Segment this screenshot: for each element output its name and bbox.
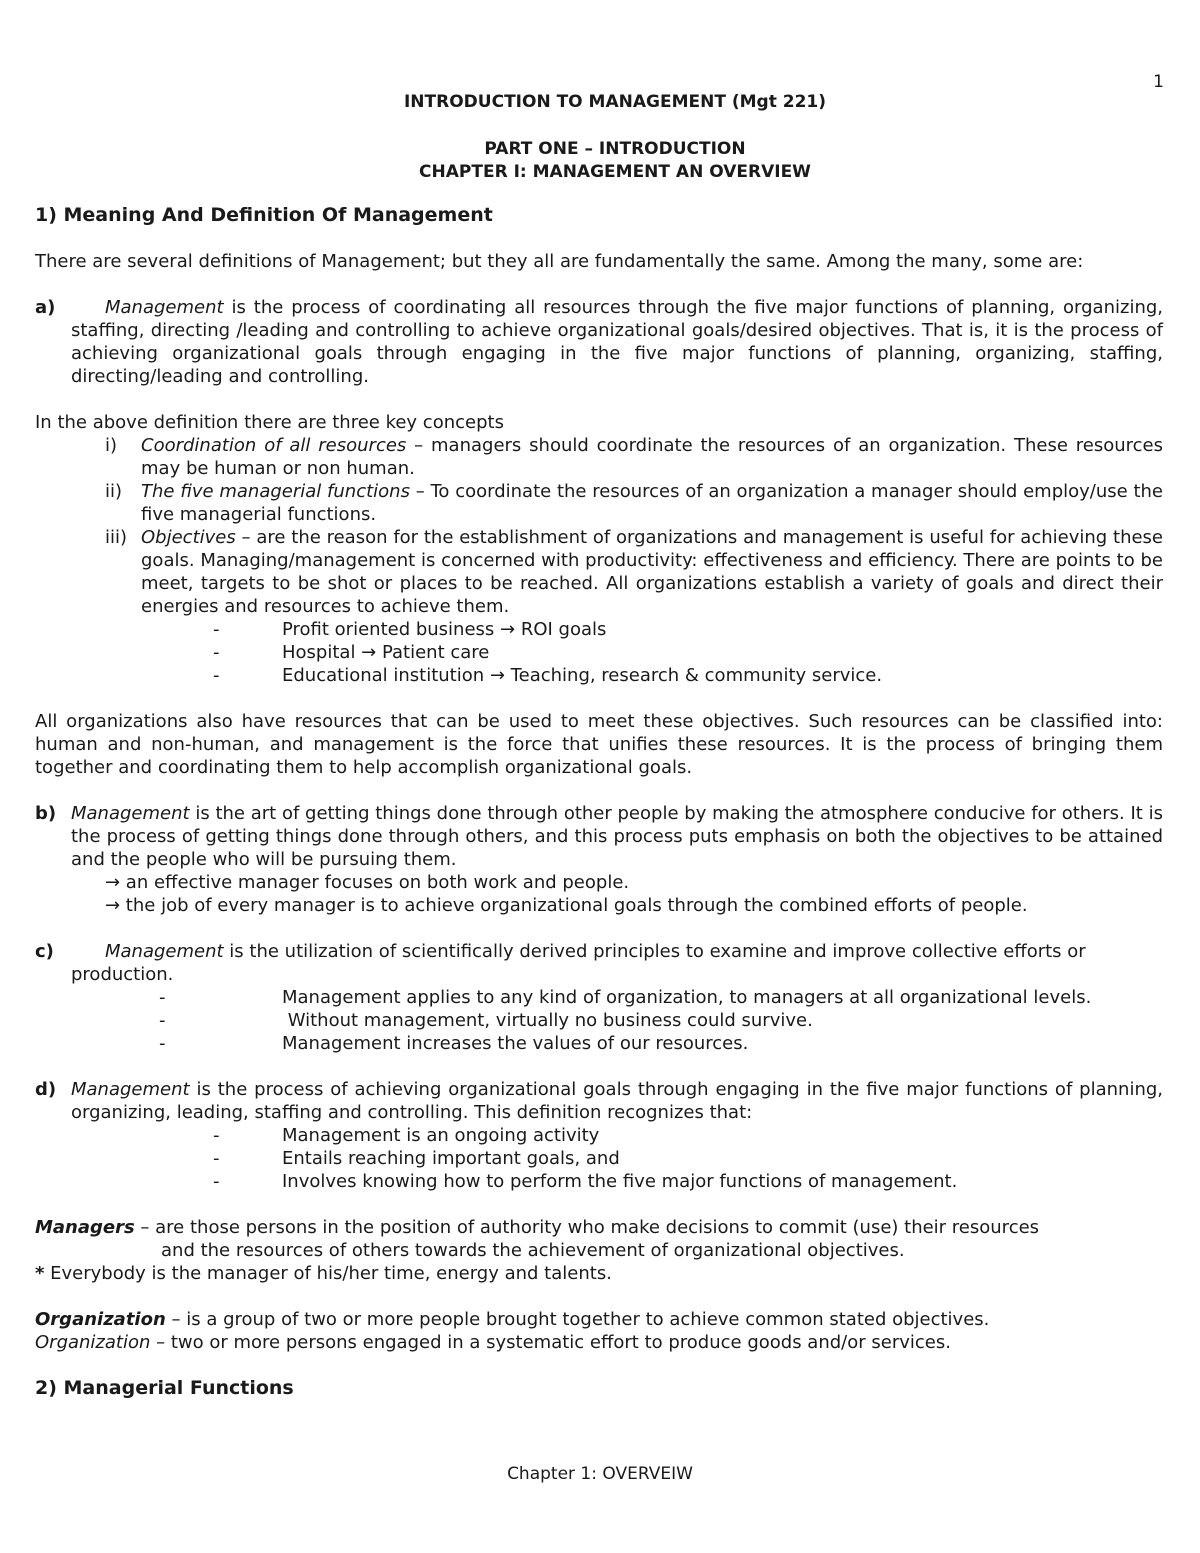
- definition-term: Management: [105, 297, 224, 318]
- concept-text: – are the reason for the establishment of organizations and management is useful for achieving these goals. Managing/management is concerned with productivity: effectiveness and efficiency. There are points to be meet, targets to be shot or places to be reached. All organizations establish a variety of goals and direct their energies and resources to achieve them.: [141, 527, 1163, 617]
- arrow-note: → the job of every manager is to achieve organizational goals through the combined efforts of people.: [105, 895, 1028, 916]
- concept-text: – managers should coordinate the resources of an organization. These resources may be human or non human.: [141, 435, 1163, 479]
- definition-label: d): [35, 1079, 57, 1100]
- organization-term: Organization: [35, 1332, 151, 1353]
- definition-text: is the utilization of scientifically derived principles to examine and improve collective efforts or production.: [71, 941, 1086, 985]
- definition-text: is the process of achieving organizational goals through engaging in the five major functions of planning, organizing, leading, staffing and controlling. This definition recognizes that:: [71, 1079, 1163, 1123]
- section-heading-1: 1) Meaning And Definition Of Management: [35, 204, 493, 226]
- managers-definition: Managers – are those persons in the position of authority who make decisions to commit (use) their resources: [35, 1217, 1040, 1238]
- document-body: [35, 204, 1163, 1400]
- managers-term: Managers: [35, 1217, 135, 1238]
- key-concept-item: [35, 434, 1163, 480]
- managers-definition-cont: and the resources of others towards the achievement of organizational objectives.: [161, 1240, 905, 1261]
- item-number: ii): [105, 481, 123, 502]
- key-concept-item: [35, 526, 1163, 618]
- concept-text: – To coordinate the resources of an organization a manager should employ/use the five managerial functions.: [141, 481, 1164, 525]
- concept-term: The five managerial functions: [141, 481, 410, 502]
- arrow-note: → an effective manager focuses on both work and people.: [105, 872, 630, 893]
- definition-text: is the art of getting things done through other people by making the atmosphere conducive for others. It is the process of getting things done through others, and this process puts emphasis on both the objectives to be attained and the people who will be pursuing them.: [71, 803, 1163, 870]
- definition-c: [35, 940, 1163, 986]
- definition-label: c): [35, 941, 54, 962]
- list-item: - Educational institution → Teaching, research & community service.: [213, 665, 883, 686]
- list-item: - Management is an ongoing activity: [213, 1125, 600, 1146]
- definition-term: Management: [105, 941, 224, 962]
- list-item: - Hospital → Patient care: [213, 642, 490, 663]
- item-number: iii): [105, 527, 128, 548]
- organization-definition-2: Organization – two or more persons engaged in a systematic effort to produce goods and/or services.: [35, 1332, 951, 1353]
- list-item: - Entails reaching important goals, and: [213, 1148, 620, 1169]
- page-footer: Chapter 1: OVERVEIW: [507, 1464, 693, 1484]
- document-title: INTRODUCTION TO MANAGEMENT (Mgt 221): [403, 92, 827, 112]
- definition-b: [35, 802, 1163, 871]
- part-title: PART ONE – INTRODUCTION: [484, 139, 746, 159]
- key-concepts-intro: In the above definition there are three key concepts: [35, 412, 504, 433]
- list-item: - Without management, virtually no business could survive.: [159, 1010, 813, 1031]
- definition-term: Management: [71, 1079, 190, 1100]
- part-chapter-heading: [0, 138, 1200, 184]
- definition-text: is the process of coordinating all resources through the five major functions of planning, organizing, staffing, directing /leading and controlling to achieve organizational goals/desired objectives. That is, it is the process of achieving organizational goals through engaging in the five major functions of planning, organizing, staffing, directing/leading and controlling.: [71, 297, 1163, 387]
- definition-label: b): [35, 803, 57, 824]
- item-number: i): [105, 435, 118, 456]
- page-number: 1: [1153, 72, 1164, 92]
- list-item: - Management applies to any kind of organization, to managers at all organizational levels.: [159, 987, 1092, 1008]
- organization-definition-1: Organization – is a group of two or more people brought together to achieve common stated objectives.: [35, 1309, 990, 1330]
- managers-note: * Everybody is the manager of his/her time, energy and talents.: [35, 1263, 612, 1284]
- concept-term: Objectives: [141, 527, 236, 548]
- intro-paragraph: There are several definitions of Management; but they all are fundamentally the same. Among the many, some are:: [35, 251, 1084, 272]
- list-item: - Management increases the values of our resources.: [159, 1033, 749, 1054]
- list-item: - Involves knowing how to perform the five major functions of management.: [213, 1171, 958, 1192]
- definition-label: a): [35, 297, 56, 318]
- section-heading-2: 2) Managerial Functions: [35, 1377, 294, 1399]
- organization-term: Organization: [35, 1309, 166, 1330]
- definition-d: [35, 1078, 1163, 1124]
- resources-paragraph: All organizations also have resources that can be used to meet these objectives. Such resources can be classified into: human and non-human, and management is the force that unifies these resources. It is the process of bringing them together and coordinating them to help accomplish organizational goals.: [35, 711, 1163, 778]
- definition-a: [35, 296, 1163, 388]
- concept-term: Coordination of all resources: [141, 435, 407, 456]
- definition-term: Management: [71, 803, 190, 824]
- chapter-title: CHAPTER I: MANAGEMENT AN OVERVIEW: [419, 162, 811, 182]
- key-concept-item: [35, 480, 1163, 526]
- list-item: - Profit oriented business → ROI goals: [213, 619, 607, 640]
